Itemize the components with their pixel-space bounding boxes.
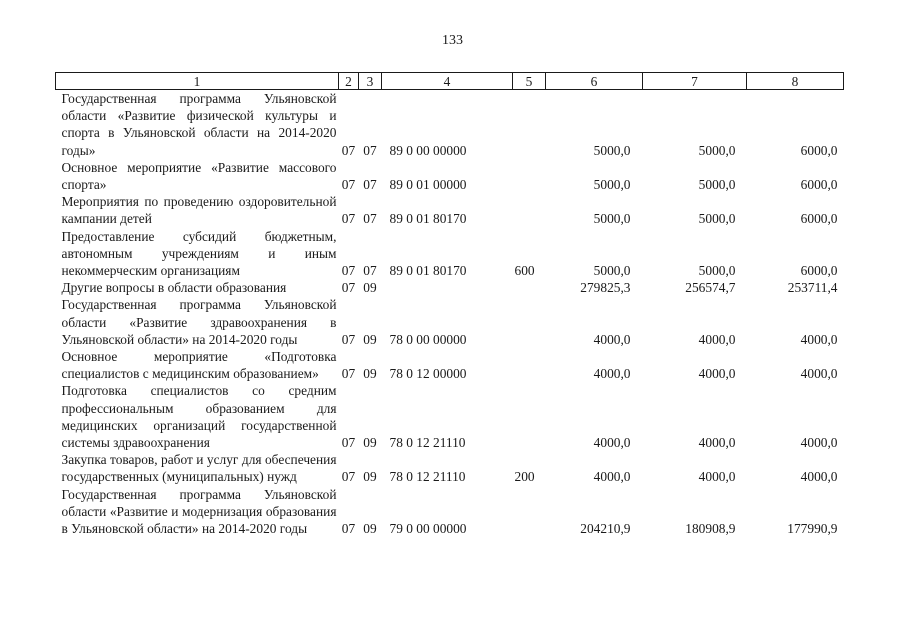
row-vr: [513, 296, 546, 348]
table-row: [56, 486, 844, 538]
row-value-8: 177990,9: [787, 521, 838, 537]
row-value-8: 6000,0: [800, 211, 838, 227]
row-value-6: 5000,0: [593, 142, 631, 158]
header-col-8: 8: [747, 73, 844, 90]
table-row: [56, 296, 844, 348]
header-col-4: 4: [382, 73, 513, 90]
row-value-6: 279825,3: [580, 280, 631, 296]
row-csr: 79 0 00 00000: [389, 521, 467, 537]
row-value-6: 204210,9: [580, 521, 631, 537]
row-csr: 78 0 12 21110: [389, 469, 466, 485]
row-csr: 78 0 12 00000: [389, 366, 467, 382]
row-value-8: 6000,0: [800, 177, 838, 193]
row-value-7: 5000,0: [698, 142, 736, 158]
row-name: Подготовка специалистов со средним профессиональным образованием для медицинских организаций государственной системы здравоохранения: [61, 383, 337, 451]
table-row: [56, 228, 844, 280]
row-vr: [513, 279, 546, 296]
row-vr: [513, 486, 546, 538]
row-value-6: 4000,0: [593, 331, 631, 347]
row-subsection: 09: [363, 521, 377, 537]
row-value-6: 4000,0: [593, 366, 631, 382]
row-vr: 600: [514, 263, 535, 279]
row-name: Закупка товаров, работ и услуг для обеспечения государственных (муниципальных) нужд: [61, 452, 337, 485]
row-value-8: 6000,0: [800, 142, 838, 158]
row-vr: [513, 90, 546, 159]
row-section: 07: [341, 469, 356, 485]
row-value-6: 4000,0: [593, 469, 631, 485]
row-value-8: 4000,0: [800, 331, 838, 347]
row-name: Другие вопросы в области образования: [61, 280, 287, 296]
row-csr: 78 0 00 00000: [389, 331, 467, 347]
row-subsection: 07: [363, 142, 377, 158]
row-value-6: 4000,0: [593, 435, 631, 451]
row-value-8: 4000,0: [800, 435, 838, 451]
row-csr: 89 0 01 80170: [389, 211, 467, 227]
row-section: 07: [341, 366, 356, 382]
row-value-6: 5000,0: [593, 177, 631, 193]
row-name: Основное мероприятие «Подготовка специалистов с медицинским образованием»: [61, 349, 337, 382]
row-name: Предоставление субсидий бюджетным, автономным учреждениям и иным некоммерческим организациям: [61, 228, 337, 279]
header-col-3: 3: [359, 73, 382, 90]
table-header: [56, 73, 844, 90]
row-subsection: 07: [363, 211, 377, 227]
row-subsection: 09: [363, 435, 377, 451]
table-row: [56, 451, 844, 485]
row-value-7: 256574,7: [685, 280, 736, 296]
row-section: 07: [341, 331, 356, 347]
row-csr: [382, 279, 513, 296]
row-value-8: 4000,0: [800, 469, 838, 485]
row-section: 07: [341, 142, 356, 158]
header-col-2: 2: [339, 73, 359, 90]
row-name: Государственная программа Ульяновской области «Развитие здравоохранения в Ульяновской области» на 2014-2020 годы: [61, 297, 337, 347]
table-row: [56, 279, 844, 296]
table-row: [56, 90, 844, 159]
table-row: [56, 193, 844, 227]
row-name: Государственная программа Ульяновской области «Развитие физической культуры и спорта в Ульяновской области на 2014-2020 годы»: [61, 91, 337, 158]
row-section: 07: [341, 435, 356, 451]
page-number: 133: [442, 33, 463, 48]
row-vr: 200: [514, 469, 535, 485]
row-value-7: 4000,0: [698, 469, 736, 485]
table-row: [56, 382, 844, 451]
row-section: 07: [341, 280, 356, 296]
row-name: Мероприятия по проведению оздоровительной кампании детей: [61, 194, 337, 227]
row-csr: 78 0 12 21110: [389, 435, 466, 451]
row-subsection: 07: [363, 177, 377, 193]
row-name: Государственная программа Ульяновской области «Развитие и модернизация образования в Ульяновской области» на 2014-2020 годы: [61, 486, 337, 537]
row-value-7: 180908,9: [685, 521, 736, 537]
row-value-7: 5000,0: [698, 177, 736, 193]
row-value-8: 6000,0: [800, 263, 838, 279]
row-section: 07: [341, 177, 356, 193]
row-name: Основное мероприятие «Развитие массового спорта»: [61, 159, 337, 193]
row-value-8: 253711,4: [787, 280, 838, 296]
table-row: [56, 348, 844, 382]
row-section: 07: [341, 211, 356, 227]
row-csr: 89 0 01 00000: [389, 177, 467, 193]
row-subsection: 09: [363, 469, 377, 485]
row-value-7: 4000,0: [698, 331, 736, 347]
row-value-7: 5000,0: [698, 211, 736, 227]
row-section: 07: [341, 263, 356, 279]
row-value-6: 5000,0: [593, 211, 631, 227]
row-vr: [513, 193, 546, 227]
row-value-6: 5000,0: [593, 263, 631, 279]
row-vr: [513, 348, 546, 382]
row-csr: 89 0 01 80170: [389, 263, 467, 279]
row-subsection: 09: [363, 280, 377, 296]
row-value-7: 4000,0: [698, 366, 736, 382]
row-csr: 89 0 00 00000: [389, 142, 467, 158]
header-col-1: 1: [56, 73, 339, 90]
header-col-5: 5: [513, 73, 546, 90]
row-vr: [513, 382, 546, 451]
row-value-8: 4000,0: [800, 366, 838, 382]
row-subsection: 07: [363, 263, 377, 279]
header-col-7: 7: [643, 73, 747, 90]
table-row: [56, 159, 844, 193]
row-subsection: 09: [363, 331, 377, 347]
budget-table: [55, 72, 844, 537]
header-col-6: 6: [546, 73, 643, 90]
row-subsection: 09: [363, 366, 377, 382]
row-vr: [513, 159, 546, 193]
row-value-7: 4000,0: [698, 435, 736, 451]
row-value-7: 5000,0: [698, 263, 736, 279]
row-section: 07: [341, 521, 356, 537]
